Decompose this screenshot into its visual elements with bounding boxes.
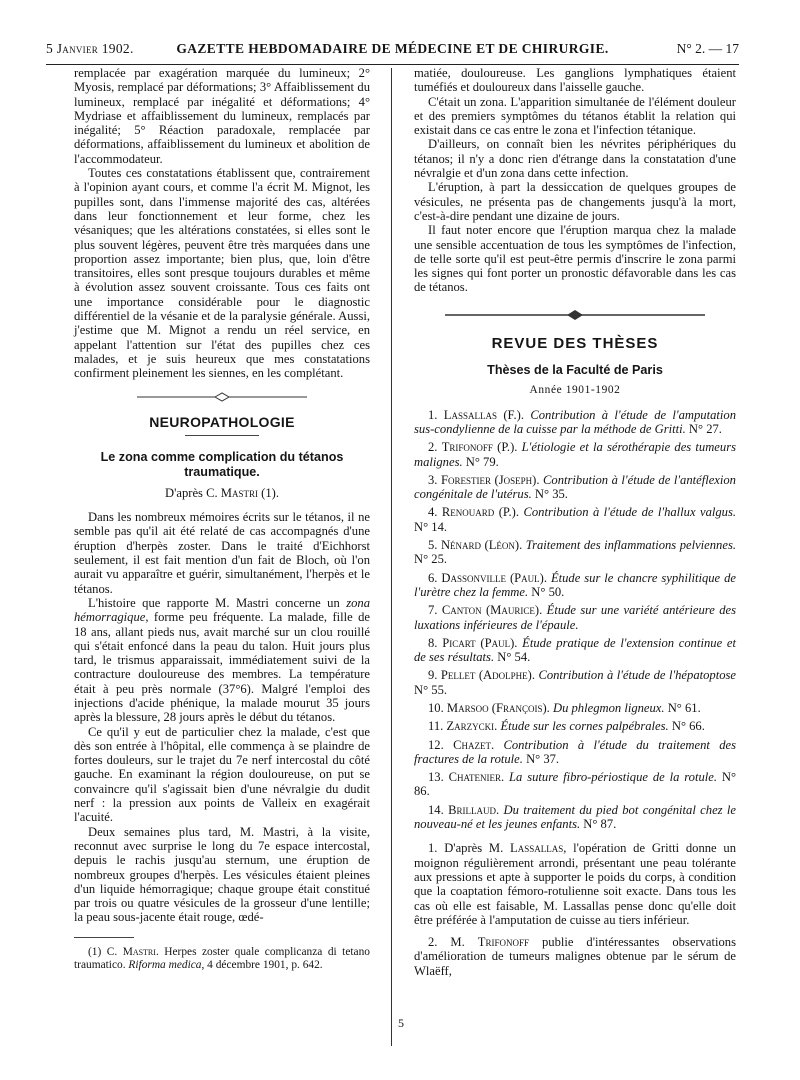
thesis-number: 4. [428,505,438,520]
article-paragraph: Deux semaines plus tard, M. Mastri, à la visite, reconnut avec surprise le long du 7e espace intercostal, depuis le rachis jusqu'au sternum, une éruption de nombreux groupes d'herpès. Les vésicules étaient pleines d'un liquide hémorragique; chaque groupe était constitué par trois ou quatre vésicules de la grosseur d'une lentille; la peau sous-jacente était rouge, œdé- [74,824,370,925]
thesis-author: Canton (Maurice). [441,603,543,618]
thesis-title: Étude sur le chancre syphilitique de l'urètre chez la femme. [414,570,736,599]
thesis-author: Nénard (Léon). [440,538,523,553]
continuation-text: matiée, douloureuse. Les ganglions lymphatiques étaient tuméfiés et douloureux dans l'aisselle gauche. [414,66,736,95]
thesis-entry [414,603,736,632]
thesis-entry [414,701,736,715]
thesis-number-ref: N° 61. [667,700,701,715]
thesis-author: Chatenier. [448,770,505,785]
thesis-number: 1. [428,407,438,422]
thesis-title: Contribution à l'étude de l'amputation sus-condylienne de la cuisse par la méthode de Gritti. [414,407,736,436]
thesis-number: 2. [428,440,438,455]
thesis-number-ref: N° 86. [414,770,737,799]
thesis-author: Chazet. [453,737,495,752]
thesis-author: Lassallas (F.). [443,407,525,422]
theses-subtitle: Thèses de la Faculté de Paris [487,363,663,378]
thesis-number-ref: N° 50. [531,584,565,599]
conclusion-paragraph: Toutes ces constatations établissent que, contrairement à l'opinion ayant cours, et comme l'a écrit M. Mignot, les pupilles sont, dans l'immense majorité des cas, altérées dans leur fonctionnement et leur forme, chez les vésaniques; que les altérations constatées, si elles sont le plus souvent légères, peuvent être très marquées dans une proportion assez importante; bien plus, que, loin d'être transitoires, elles sont presque toujours durables et même à évolution assez souvent croissante. Tous ces faits ont une importance considérable pour le diagnostic différentiel de la vésanie et de la paralysie générale. Aussi, j'estime que M. Mignot a rendu un réel service, en appelant l'attention sur l'état des pupilles chez ces malades, et je suis heureux que mes constatations confirment pleinement les siennes, en les complétant. [74,166,370,381]
continuation-text: remplacée par exagération marquée du lumineux; 2° Myosis, remplacé par déformations; 3° Affaiblissement du lumineux, remplacé par inégalité et déformations; 4° Mydriase et affaiblissement du lumineux, remplacés par inégalité; 5° Réaction paradoxale, remplacée par déformations, affaiblissement du lumineux et abolition de l'accommodateur. [74,66,370,166]
author-name: Mastri [220,485,258,500]
thesis-entry [414,668,736,697]
thesis-title: Contribution à l'étude de l'antéflexion congénitale de l'utérus. [414,472,736,502]
thesis-entry [414,505,736,534]
thesis-author: Pellet (Adolphe). [440,668,535,683]
thesis-title: Étude sur les cornes palpébrales. [500,719,669,734]
thesis-number: 7. [428,603,438,618]
thesis-number-ref: N° 87. [583,817,617,832]
thesis-number-ref: N° 55. [414,682,448,697]
issue-date: 5 Janvier 1902. [46,41,134,56]
thesis-title: Traitement des inflammations pelviennes. [525,538,736,553]
thesis-entry [414,571,736,600]
thesis-entry [414,538,736,567]
article-paragraph: C'était un zona. L'apparition simultanée de l'élément douleur et des premiers symptômes du tétanos établit la relation qui existait dans ce cas entre le zona et l'infection tétanique. [414,94,736,138]
thesis-author: Trifonoff (P.). [441,440,518,455]
article-paragraph: Dans les nombreux mémoires écrits sur le tétanos, il ne semble pas qu'il ait été relaté de cas accompagnés d'une éruption d'herpès zoster. Dans le traité d'Eichhorst seulement, il est fait mention d'un fait de Bloch, où l'on aurait vu apparaître et guérir, simultanément, l'herpès et le tétanos. [74,510,370,596]
thesis-author: Picart (Paul). [442,635,518,650]
thesis-entry [414,770,736,799]
thesis-number-ref: N° 54. [497,650,531,665]
footnote: (1) C. Mastri. Herpes zoster quale complicanza di tetano traumatico. Riforma medica, 4 décembre 1901, p. 642. [74,945,370,971]
thesis-number-ref: N° 35. [534,487,568,502]
thesis-author: Dassonville (Paul). [441,570,547,585]
journal-title: GAZETTE HEBDOMADAIRE DE MÉDECINE ET DE CHIRURGIE. [176,41,609,56]
thesis-number: 10. [428,700,444,715]
left-column [74,66,370,972]
thesis-summary: 1. D'après M. Lassallas, l'opération de Gritti donne un moignon régulièrement arrondi, présentant une peau tolérante aux pressions et apte à supporter le poids du corps, à condition que la coaptation fémoro-rotulienne soit exacte. Dans tous les cas où elle est faisable, M. Lassallas pense donc qu'elle doit être préférée à l'amputation de cuisse au tiers inférieur. [414,841,736,927]
thesis-number: 13. [428,770,444,785]
thesis-entry [414,473,736,502]
issue-number: N° 2. — 17 [676,41,739,56]
thesis-author: Zarzycki. [446,719,498,734]
thesis-number-ref: N° 66. [671,719,705,734]
thesis-number-ref: N° 37. [526,751,560,766]
thesis-entry [414,408,736,437]
thesis-title: Contribution à l'étude du traitement des fractures de la rotule. [414,737,737,766]
right-column [414,66,736,978]
thesis-number-ref: N° 27. [688,421,722,436]
running-header [46,38,739,65]
thesis-number-ref: N° 25. [414,552,448,567]
thesis-title: Contribution à l'étude de l'hallux valgus. [523,505,737,520]
thesis-title: Du traitement du pied bot congénital chez le nouveau-né et les jeunes enfants. [414,802,736,832]
thesis-number: 3. [428,472,438,487]
section-ornament [445,309,705,321]
thesis-title: Étude pratique de l'extension continue et de ses résultats. [414,635,736,665]
article-paragraph: L'éruption, à part la dessiccation de quelques groupes de vésicules, ne présenta pas de changements jusqu'à la mort, c'est-à-dire pendant une dizaine de jours. [414,180,736,223]
article-paragraph: L'histoire que rapporte M. Mastri concerne un zona hémorragique, forme peu fréquente. La malade, fille de 18 ans, allant pieds nus, avait marché sur un clou rouillé qui s'était enfoncé dans la peau du talon. Huit jours plus tard, le trismus apparaissait, immédiatement suivi de la contracture douloureuse des membres. La température était à peu près normale (37°6). Malgré l'emploi des injections d'acide phénique, la malade mourut 35 jours après la blessure, 28 jours après le début du tétanos. [74,595,370,725]
thesis-title: La suture fibro-périostique de la rotule. [509,770,718,785]
article-paragraph: Il faut noter encore que l'éruption marqua chez la malade une sensible accentuation de tous les symptômes de l'infection, de telle sorte qu'il est peut-être permis d'inscrire le zona parmi les signes qui font porter un pronostic défavorable dans les cas de tétanos. [414,223,736,295]
thesis-entry [414,738,736,767]
thesis-title: Étude sur une variété antérieure des luxations inférieures de l'épaule. [414,603,736,632]
title-rule [185,435,259,436]
thesis-author: Marsoo (François). [446,700,550,715]
footnote-rule [74,937,134,938]
article-paragraph: D'ailleurs, on connaît bien les névrites périphériques du tétanos; il n'y a donc rien d'étrange dans la constatation d'une névralgie et d'un zona dans cette infection. [414,137,736,181]
article-paragraph: Ce qu'il y eut de particulier chez la malade, c'est que dès son entrée à l'hôpital, elle commença à se plaindre de fortes douleurs, sur le trajet du 7e nerf intercostal du côté gauche. En examinant la région douloureuse, on put se convaincre qu'il s'agissait bien d'une névralgie du dudit nerf : la pression aux points de Valleix en exagérait l'acuité. [74,724,370,825]
thesis-number: 6. [428,570,438,585]
thesis-summary: 2. M. Trifonoff publie d'intéressantes observations d'amélioration de tumeurs malignes obtenue par le sérum de Wlaëff, [414,935,736,978]
section-ornament [137,391,307,403]
thesis-author: Forestier (Joseph). [440,472,540,487]
thesis-author: Renouard (P.). [441,505,520,520]
theses-list [414,408,736,832]
section-title: NEUROPATHOLOGIE [149,413,295,430]
thesis-number: 12. [428,737,444,752]
thesis-author: Brillaud. [448,802,500,817]
thesis-title: Du phlegmon ligneux. [552,700,665,715]
article-title: Le zona comme complication du tétanos traumatique. [100,449,344,479]
thesis-number: 14. [428,802,444,817]
thesis-number: 11. [428,719,444,734]
thesis-title: L'étiologie et la sérothérapie des tumeurs malignes. [414,440,736,469]
thesis-entry [414,636,736,665]
thesis-number: 5. [428,538,438,553]
thesis-number-ref: N° 79. [465,454,499,469]
section-title: REVUE DES THÈSES [491,334,659,352]
thesis-entry [414,440,736,469]
thesis-entry [414,803,736,832]
page-number: 5 [398,1016,404,1030]
thesis-number: 8. [428,635,438,650]
thesis-number-ref: N° 14. [414,519,448,534]
thesis-title: Contribution à l'étude de l'hépatoptose [538,668,736,683]
thesis-number: 9. [428,668,438,683]
academic-year: Année 1901-1902 [529,384,621,397]
thesis-entry [414,719,736,733]
column-divider [391,68,392,1046]
article-byline: D'après C. Mastri (1). [165,485,279,500]
